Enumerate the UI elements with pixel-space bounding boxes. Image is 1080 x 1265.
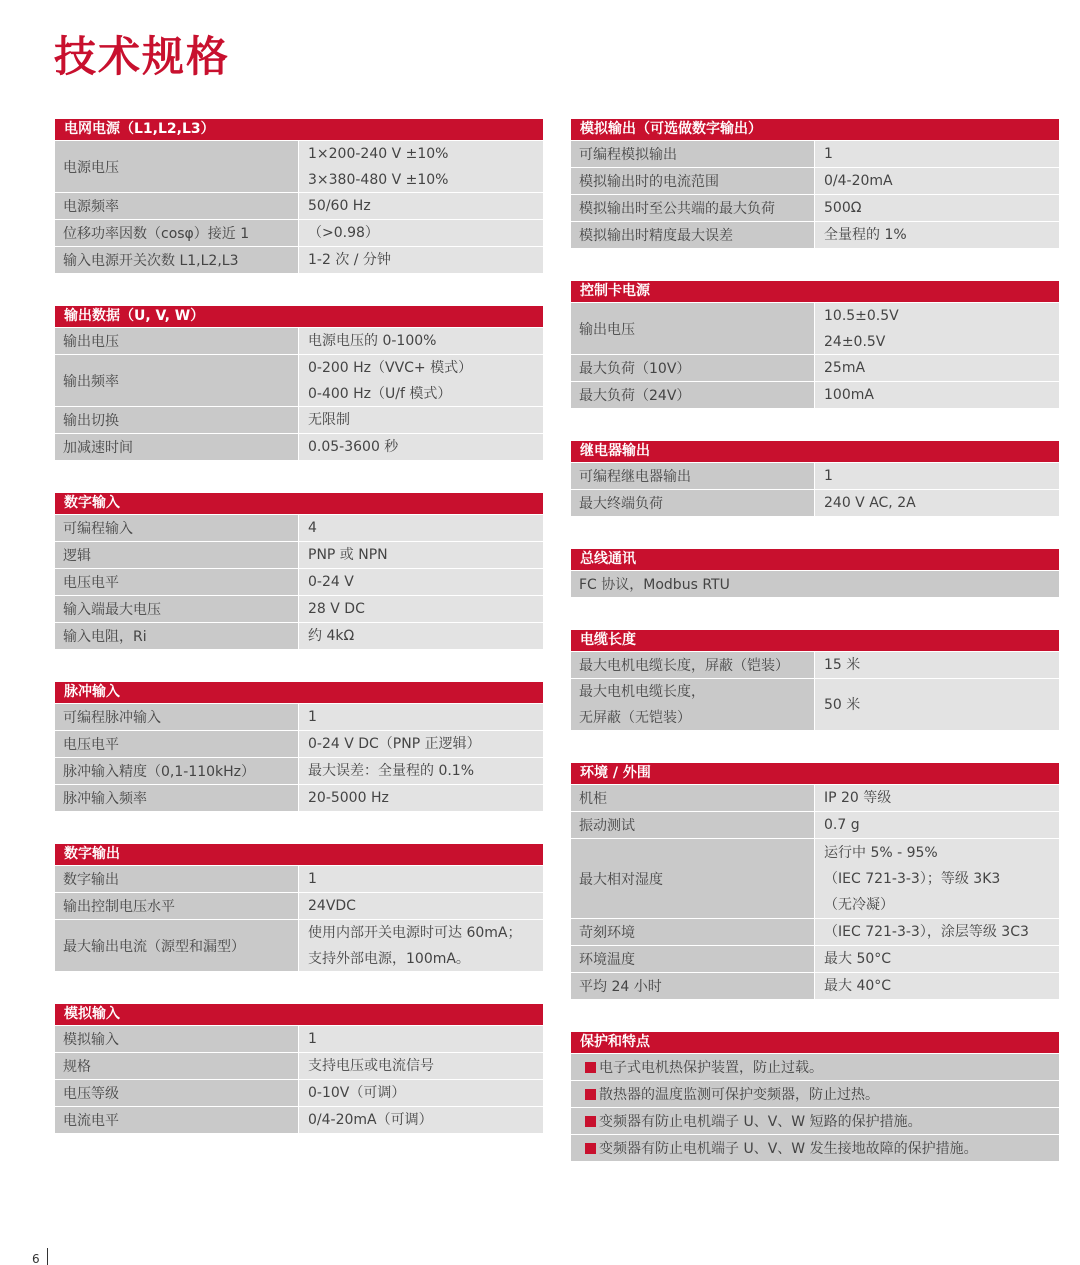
feature-text: 电子式电机热保护装置，防止过载。 — [599, 1060, 823, 1076]
spec-value — [814, 195, 1059, 221]
spec-value — [814, 973, 1059, 999]
spec-value — [298, 920, 543, 971]
spec-key: 最大负荷（24V） — [571, 382, 814, 408]
spec-value-line: 全量程的 1% — [824, 227, 907, 243]
section-heading: 总线通讯 — [571, 549, 1059, 570]
spec-row — [571, 784, 1059, 811]
section-rows — [571, 302, 1059, 409]
square-bullet-icon — [585, 1116, 596, 1127]
spec-key: 振动测试 — [571, 812, 814, 838]
spec-row — [571, 167, 1059, 194]
section-heading: 电缆长度 — [571, 630, 1059, 651]
section-heading: 控制卡电源 — [571, 281, 1059, 302]
spec-value — [298, 704, 543, 730]
spec-row — [55, 892, 543, 919]
spec-value — [298, 623, 543, 649]
spec-value-line: 10.5±0.5V — [824, 307, 899, 324]
spec-section — [571, 441, 1059, 517]
spec-value — [298, 569, 543, 595]
spec-value — [814, 946, 1059, 972]
spec-value — [298, 515, 543, 541]
spec-value — [814, 679, 1059, 730]
spec-row — [571, 972, 1059, 999]
section-heading: 环境 / 外围 — [571, 763, 1059, 784]
spec-key: 可编程脉冲输入 — [55, 704, 298, 730]
spec-key: 最大终端负荷 — [571, 490, 814, 516]
spec-row — [571, 462, 1059, 489]
spec-value — [814, 382, 1059, 408]
spec-value-line: 1 — [308, 709, 317, 725]
square-bullet-icon — [585, 1089, 596, 1100]
section-rows — [55, 140, 543, 274]
feature-text: 变频器有防止电机端子 U、V、W 短路的保护措施。 — [599, 1114, 922, 1130]
spec-section — [55, 493, 543, 650]
spec-value — [814, 303, 1059, 354]
spec-key: 电源频率 — [55, 193, 298, 219]
spec-key: 模拟输入 — [55, 1026, 298, 1052]
spec-value-line: 1×200-240 V ±10% — [308, 145, 449, 162]
spec-key: 可编程模拟输出 — [571, 141, 814, 167]
spec-value — [298, 1026, 543, 1052]
spec-key: 可编程继电器输出 — [571, 463, 814, 489]
spec-value-line: 25mA — [824, 360, 866, 376]
spec-value-line: 约 4kΩ — [308, 628, 355, 644]
section-heading: 数字输出 — [55, 844, 543, 865]
spec-key: 输入电阻，Ri — [55, 623, 298, 649]
spec-key: 加减速时间 — [55, 434, 298, 460]
spec-key: 模拟输出时的电流范围 — [571, 168, 814, 194]
spec-value-line: IP 20 等级 — [824, 790, 892, 806]
spec-value — [298, 758, 543, 784]
spec-row — [55, 246, 543, 273]
spec-row — [55, 219, 543, 246]
spec-key: 环境温度 — [571, 946, 814, 972]
spec-key: 输入电源开关次数 L1,L2,L3 — [55, 247, 298, 273]
section-heading: 保护和特点 — [571, 1032, 1059, 1053]
spec-value — [298, 893, 543, 919]
spec-value-line: 24±0.5V — [824, 333, 886, 350]
spec-value-line: （无冷凝） — [824, 896, 894, 913]
spec-key: 苛刻环境 — [571, 919, 814, 945]
spec-row — [571, 651, 1059, 678]
spec-value — [814, 812, 1059, 838]
right-column — [571, 119, 1059, 1162]
spec-section — [55, 844, 543, 972]
spec-value — [814, 168, 1059, 194]
spec-row-full: FC 协议，Modbus RTU — [571, 570, 1059, 597]
spec-key: 模拟输出时至公共端的最大负荷 — [571, 195, 814, 221]
spec-value-line: （>0.98） — [308, 225, 379, 241]
spec-key: 输入端最大电压 — [55, 596, 298, 622]
spec-value-line: 无限制 — [308, 412, 350, 428]
spec-key: 规格 — [55, 1053, 298, 1079]
spec-key: 输出频率 — [55, 355, 298, 406]
spec-row — [571, 838, 1059, 918]
spec-section — [571, 630, 1059, 731]
footer-divider — [47, 1248, 48, 1265]
spec-row — [55, 354, 543, 406]
spec-value-line: 4 — [308, 520, 317, 536]
spec-row — [571, 678, 1059, 730]
spec-row — [571, 381, 1059, 408]
spec-row — [55, 327, 543, 354]
spec-value — [298, 596, 543, 622]
spec-value-line: 15 米 — [824, 657, 861, 673]
feature-item — [571, 1134, 1059, 1161]
feature-item — [571, 1107, 1059, 1134]
section-heading: 电网电源（L1,L2,L3） — [55, 119, 543, 140]
spec-row — [571, 194, 1059, 221]
spec-row — [55, 406, 543, 433]
section-heading: 输出数据（U, V, W） — [55, 306, 543, 327]
section-rows — [571, 651, 1059, 731]
section-rows — [55, 514, 543, 650]
spec-key: 电流电平 — [55, 1107, 298, 1133]
spec-section — [55, 306, 543, 461]
spec-value-line: 使用内部开关电源时可达 60mA； — [308, 924, 522, 941]
spec-key: 平均 24 小时 — [571, 973, 814, 999]
spec-row — [55, 784, 543, 811]
spec-value-line: 3×380-480 V ±10% — [308, 171, 449, 188]
spec-value-line: 100mA — [824, 387, 874, 403]
spec-row — [55, 622, 543, 649]
spec-value — [298, 866, 543, 892]
page-title: 技术规格 — [54, 32, 231, 81]
spec-value-line: 1 — [824, 146, 833, 162]
spec-row — [55, 433, 543, 460]
spec-value-line: 0.05-3600 秒 — [308, 439, 399, 455]
spec-value — [298, 1053, 543, 1079]
spec-value-line: 0-400 Hz（U/f 模式） — [308, 385, 452, 402]
section-rows — [55, 865, 543, 972]
spec-value — [298, 731, 543, 757]
spec-row — [55, 730, 543, 757]
spec-value-line: 28 V DC — [308, 601, 365, 617]
spec-section — [571, 763, 1059, 1000]
spec-row — [571, 945, 1059, 972]
spec-row — [571, 918, 1059, 945]
spec-value — [298, 328, 543, 354]
spec-value-line: 0-200 Hz（VVC+ 模式） — [308, 359, 473, 376]
section-rows — [571, 570, 1059, 598]
spec-value — [298, 193, 543, 219]
spec-key: 脉冲输入精度（0,1-110kHz） — [55, 758, 298, 784]
spec-value-line: 0.7 g — [824, 817, 860, 833]
spec-value — [814, 222, 1059, 248]
spec-value-line: 最大 40°C — [824, 978, 892, 994]
spec-value-line: 500Ω — [824, 200, 862, 216]
spec-value-line: 1 — [824, 468, 833, 484]
spec-key: 最大输出电流（源型和漏型） — [55, 920, 298, 971]
spec-value-line: 支持外部电源，100mA。 — [308, 950, 470, 967]
spec-value-line: 1-2 次 / 分钟 — [308, 252, 391, 268]
section-rows — [571, 1053, 1059, 1162]
spec-row — [571, 302, 1059, 354]
spec-row — [55, 1025, 543, 1052]
spec-section — [571, 1032, 1059, 1162]
feature-item — [571, 1080, 1059, 1107]
section-rows — [571, 462, 1059, 517]
spec-value-line: 0-24 V DC（PNP 正逻辑） — [308, 736, 481, 752]
spec-value-line: 50/60 Hz — [308, 198, 371, 214]
spec-row — [55, 1079, 543, 1106]
section-rows — [55, 327, 543, 461]
spec-key: 数字输出 — [55, 866, 298, 892]
spec-row — [55, 595, 543, 622]
spec-section — [571, 281, 1059, 409]
spec-key: 逻辑 — [55, 542, 298, 568]
spec-value — [298, 247, 543, 273]
feature-text: 变频器有防止电机端子 U、V、W 发生接地故障的保护措施。 — [599, 1141, 978, 1157]
spec-value-line: 20-5000 Hz — [308, 790, 389, 806]
spec-row — [571, 354, 1059, 381]
spec-row — [55, 919, 543, 971]
spec-key: 电压等级 — [55, 1080, 298, 1106]
left-column — [55, 119, 543, 1134]
spec-key: 电压电平 — [55, 569, 298, 595]
spec-value — [298, 542, 543, 568]
spec-key-line: 最大电机电缆长度， — [579, 683, 705, 700]
spec-value — [298, 434, 543, 460]
spec-key: 电压电平 — [55, 731, 298, 757]
spec-value-line: 50 米 — [824, 696, 861, 713]
spec-value — [814, 463, 1059, 489]
spec-value-line: 最大 50°C — [824, 951, 892, 967]
section-heading: 模拟输入 — [55, 1004, 543, 1025]
spec-row — [55, 757, 543, 784]
section-heading: 数字输入 — [55, 493, 543, 514]
spec-value — [814, 652, 1059, 678]
spec-row — [55, 703, 543, 730]
section-heading: 继电器输出 — [571, 441, 1059, 462]
spec-value — [298, 407, 543, 433]
section-heading: 模拟输出（可选做数字输出） — [571, 119, 1059, 140]
square-bullet-icon — [585, 1062, 596, 1073]
spec-value — [298, 1080, 543, 1106]
spec-section — [571, 549, 1059, 598]
spec-row — [55, 514, 543, 541]
spec-value — [298, 785, 543, 811]
spec-key-line: 无屏蔽（无铠装） — [579, 709, 691, 726]
feature-item — [571, 1053, 1059, 1080]
spec-value — [814, 785, 1059, 811]
section-rows — [571, 784, 1059, 1000]
spec-value-line: 最大误差：全量程的 0.1% — [308, 763, 475, 779]
section-heading: 脉冲输入 — [55, 682, 543, 703]
spec-key: 最大相对湿度 — [571, 839, 814, 918]
spec-key: 可编程输入 — [55, 515, 298, 541]
feature-text: 散热器的温度监测可保护变频器，防止过热。 — [599, 1087, 879, 1103]
spec-key: 模拟输出时精度最大误差 — [571, 222, 814, 248]
spec-key: 输出电压 — [571, 303, 814, 354]
spec-key: 机柜 — [571, 785, 814, 811]
page-number: 6 — [32, 1252, 40, 1265]
spec-key — [571, 679, 814, 730]
spec-row — [55, 1106, 543, 1133]
spec-value-line: 1 — [308, 1031, 317, 1047]
section-rows — [55, 1025, 543, 1134]
spec-value — [814, 355, 1059, 381]
spec-value — [814, 839, 1059, 918]
spec-value — [298, 355, 543, 406]
spec-value — [298, 1107, 543, 1133]
spec-value-line: PNP 或 NPN — [308, 547, 388, 563]
spec-value-line: （IEC 721-3-3），涂层等级 3C3 — [824, 924, 1029, 940]
spec-value-line: 0/4-20mA（可调） — [308, 1112, 433, 1128]
spec-section — [55, 682, 543, 812]
spec-key: 最大电机电缆长度，屏蔽（铠装） — [571, 652, 814, 678]
spec-key: 最大负荷（10V） — [571, 355, 814, 381]
spec-value-line: 运行中 5% - 95% — [824, 844, 938, 861]
spec-section — [55, 1004, 543, 1134]
spec-value — [814, 141, 1059, 167]
spec-key: 电源电压 — [55, 141, 298, 192]
section-rows — [571, 140, 1059, 249]
spec-key: 输出控制电压水平 — [55, 893, 298, 919]
spec-row — [571, 489, 1059, 516]
spec-value — [298, 141, 543, 192]
spec-row — [55, 192, 543, 219]
spec-value-line: （IEC 721-3-3）；等级 3K3 — [824, 870, 1001, 887]
spec-value-line: 1 — [308, 871, 317, 887]
spec-row — [55, 1052, 543, 1079]
spec-value-line: 0/4-20mA — [824, 173, 893, 189]
spec-value-line: 24VDC — [308, 898, 356, 914]
spec-row — [571, 221, 1059, 248]
spec-section — [571, 119, 1059, 249]
spec-row — [571, 811, 1059, 838]
section-rows — [55, 703, 543, 812]
spec-row — [571, 140, 1059, 167]
spec-value-line: 0-10V（可调） — [308, 1085, 406, 1101]
spec-value-line: 0-24 V — [308, 574, 354, 590]
spec-value-line: 240 V AC, 2A — [824, 495, 916, 511]
spec-value-line: 支持电压或电流信号 — [308, 1058, 434, 1074]
spec-key: 输出电压 — [55, 328, 298, 354]
spec-row — [55, 140, 543, 192]
spec-row — [55, 541, 543, 568]
spec-section — [55, 119, 543, 274]
square-bullet-icon — [585, 1143, 596, 1154]
spec-value — [814, 490, 1059, 516]
spec-key: 位移功率因数（cosφ）接近 1 — [55, 220, 298, 246]
spec-value-line: 电源电压的 0-100% — [308, 333, 437, 349]
spec-key: 输出切换 — [55, 407, 298, 433]
spec-value — [814, 919, 1059, 945]
spec-row — [55, 865, 543, 892]
spec-row — [55, 568, 543, 595]
spec-value — [298, 220, 543, 246]
spec-key: 脉冲输入频率 — [55, 785, 298, 811]
